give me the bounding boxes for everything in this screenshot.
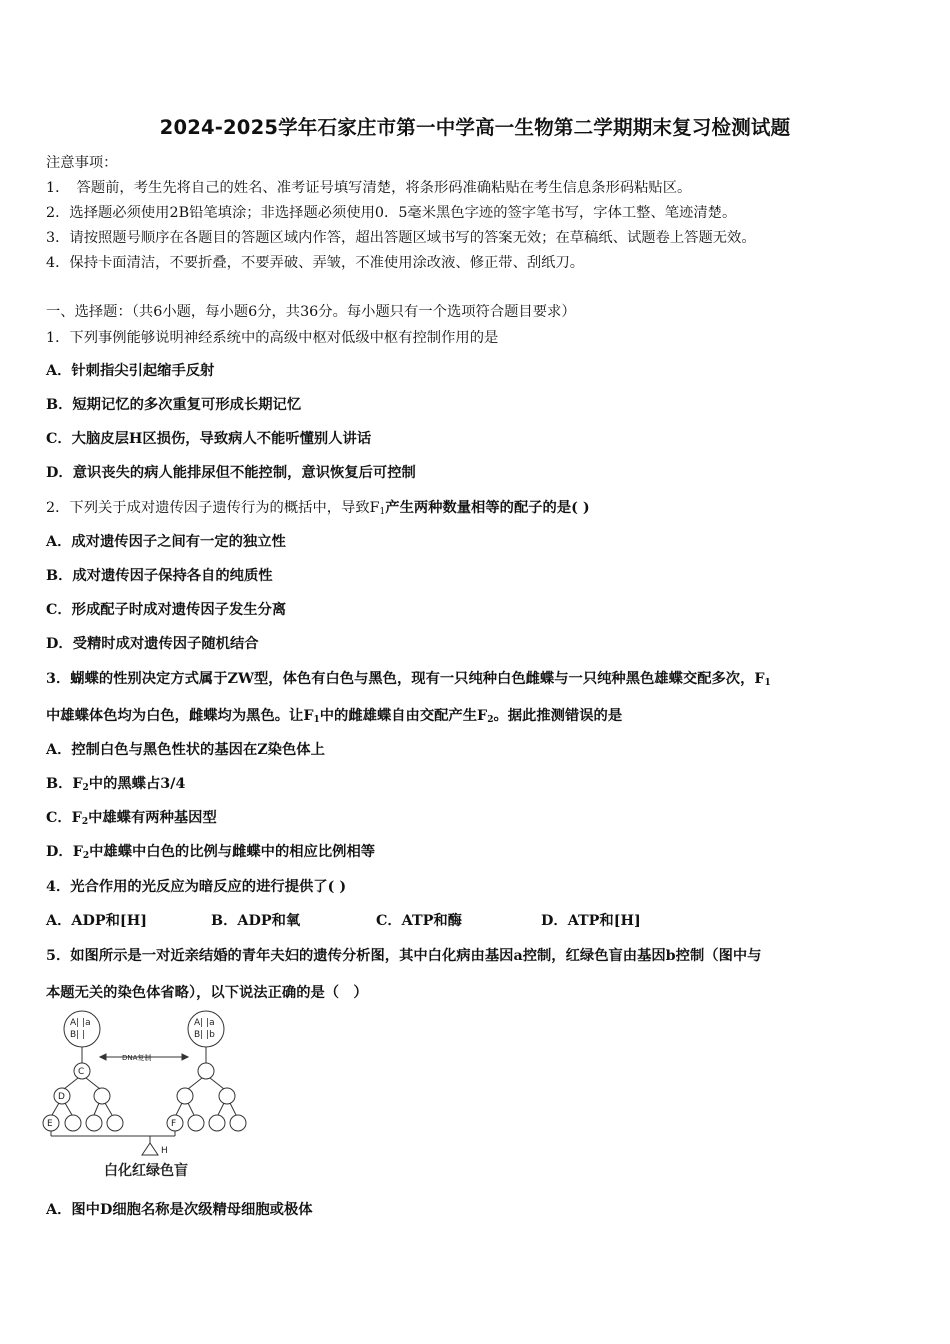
question-1-stem: 1．下列事例能够说明神经系统中的高级中枢对低级中枢有控制作用的是 (46, 330, 499, 346)
question-2-option-b: B．成对遗传因子保持各自的纯质性 (46, 568, 273, 584)
question-1-option-a: A．针刺指尖引起缩手反射 (46, 363, 215, 379)
female-parent-cell (188, 1011, 224, 1047)
notice-heading: 注意事项： (46, 155, 118, 171)
question-2-option-c: C．形成配子时成对遗传因子发生分离 (46, 602, 287, 618)
notice-item-2: 2．选择题必须使用2B铅笔填涂；非选择题必须使用0．5毫米黑色字迹的签字笔书写，字体工整、笔迹清楚。 (46, 205, 737, 221)
question-4-option-c: C．ATP和酶 (376, 913, 462, 929)
svg-text:A| |a: A| |a (194, 1018, 215, 1028)
page-title: 2024-2025学年石家庄市第一中学高一生物第二学期期末复习检测试题 (159, 116, 791, 139)
notice-item-4: 4．保持卡面清洁，不要折叠，不要弄破、弄皱，不准使用涂改液、修正带、刮纸刀。 (46, 255, 585, 271)
svg-text:B| |b: B| |b (194, 1030, 215, 1040)
question-4-options (46, 910, 746, 930)
question-4-option-d: D．ATP和[H] (541, 913, 641, 929)
offspring-h (142, 1143, 158, 1155)
svg-text:B| |: B| | (70, 1030, 86, 1040)
notice-item-3: 3．请按照题号顺序在各题目的答题区域内作答，超出答题区域书写的答案无效；在草稿纸、试题卷上答题无效。 (46, 230, 756, 246)
question-3-option-d: D．$F_2$中雄蝶中白色的比例与雌蝶中的相应比例相等 (46, 844, 376, 861)
svg-text:E: E (47, 1119, 53, 1129)
question-1-option-b: B．短期记忆的多次重复可形成长期记忆 (46, 397, 302, 413)
notice-item-1: 1． 答题前，考生先将自己的姓名、准考证号填写清楚，将条形码准确粘贴在考生信息条形码粘贴区。 (46, 180, 692, 196)
svg-text:C: C (78, 1067, 85, 1077)
svg-text:DNA复制: DNA复制 (122, 1054, 152, 1062)
diagram-caption: 白化红绿色盲 (104, 1163, 188, 1179)
svg-text:D: D (58, 1092, 65, 1102)
genetic-analysis-diagram (38, 1005, 258, 1185)
svg-text:F: F (171, 1119, 177, 1129)
question-4-option-b: B．ADP和氧 (211, 913, 301, 929)
question-3-option-b: B．$F_2$中的黑蝶占3/4 (46, 776, 186, 793)
question-4-option-a: A．ADP和[H] (46, 913, 147, 929)
question-1-option-d: D．意识丧失的病人能排尿但不能控制，意识恢复后可控制 (46, 465, 416, 481)
question-5-stem-line-2: 本题无关的染色体省略），以下说法正确的是（ ） (46, 985, 368, 1001)
question-1-option-c: C．大脑皮层H区损伤，导致病人不能听懂别人讲话 (46, 431, 372, 447)
question-5-option-a: A．图中D细胞名称是次级精母细胞或极体 (46, 1202, 313, 1218)
question-3-option-a: A．控制白色与黑色性状的基因在Z染色体上 (46, 742, 325, 758)
question-3-stem-line-1: 3．蝴蝶的性别决定方式属于ZW型，体色有白色与黑色，现有一只纯种白色雌蝶与一只纯种黑色雄蝶交配多次，$F_1$ (46, 671, 771, 688)
question-3-stem-line-2: 中雄蝶体色均为白色，雌蝶均为黑色。让$F_1$中的雌雄蝶自由交配产生$F_2$。据此推测错误的是 (46, 708, 623, 725)
question-5-stem-line-1: 5．如图所示是一对近亲结婚的青年夫妇的遗传分析图，其中白化病由基因a控制，红绿色盲由基因b控制（图中与 (46, 948, 762, 964)
section-heading: 一、选择题：（共6小题，每小题6分，共36分。每小题只有一个选项符合题目要求） (46, 304, 576, 320)
question-2-option-a: A．成对遗传因子之间有一定的独立性 (46, 534, 286, 550)
male-parent-cell (64, 1011, 100, 1047)
question-4-stem: 4．光合作用的光反应为暗反应的进行提供了( ) (46, 879, 347, 895)
question-3-option-c: C．$F_2$中雄蝶有两种基因型 (46, 810, 217, 827)
question-2-option-d: D．受精时成对遗传因子随机结合 (46, 636, 259, 652)
svg-text:H: H (161, 1146, 168, 1156)
question-2-stem: 2．下列关于成对遗传因子遗传行为的概括中，导致$F_1$产生两种数量相等的配子的是( ) (46, 500, 590, 517)
svg-text:A| |a: A| |a (70, 1018, 91, 1028)
